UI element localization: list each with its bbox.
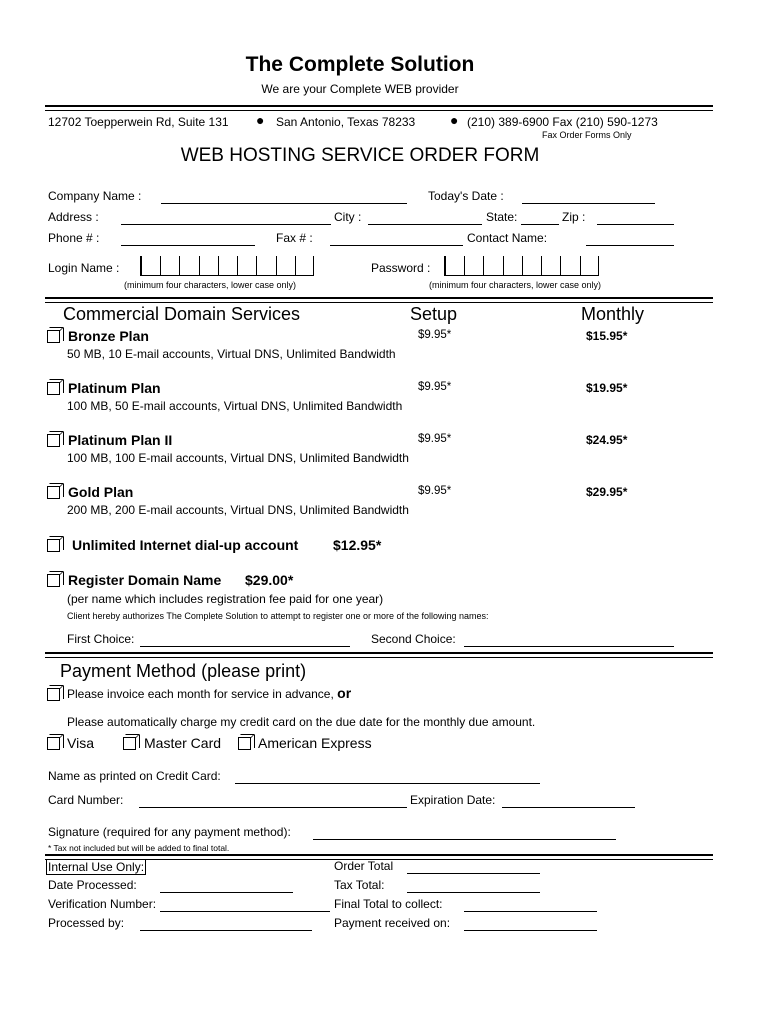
plan-name: Platinum Plan II	[68, 432, 173, 448]
verification-label: Verification Number:	[48, 897, 157, 911]
name-on-card-label: Name as printed on Credit Card:	[48, 769, 221, 783]
header-divider	[45, 105, 713, 111]
login-name-boxes[interactable]	[140, 256, 314, 276]
phone-label: Phone # :	[48, 231, 100, 245]
domain-note: (per name which includes registration fee paid for one year)	[67, 592, 384, 606]
order-total-field[interactable]	[407, 873, 540, 874]
todays-date-label: Today's Date :	[428, 189, 504, 203]
plan-setup: $9.95*	[418, 433, 452, 445]
plan-name: Platinum Plan	[68, 380, 161, 396]
plan-name: Gold Plan	[68, 484, 134, 500]
verification-field[interactable]	[160, 911, 330, 912]
company-name-field[interactable]	[161, 203, 407, 204]
fax-note: Fax Order Forms Only	[542, 130, 632, 140]
visa-checkbox[interactable]	[47, 737, 60, 750]
processed-by-label: Processed by:	[48, 916, 125, 930]
second-choice-label: Second Choice:	[371, 632, 456, 646]
internal-use-label: Internal Use Only:	[48, 860, 145, 874]
plan-monthly: $29.95*	[586, 485, 628, 499]
final-total-label: Final Total to collect:	[334, 897, 443, 911]
services-divider	[45, 297, 713, 303]
company-title: The Complete Solution	[245, 53, 475, 76]
password-boxes[interactable]	[444, 256, 599, 276]
bronze-plan-checkbox[interactable]	[47, 330, 60, 343]
dialup-checkbox[interactable]	[47, 539, 60, 552]
invoice-checkbox[interactable]	[47, 688, 60, 701]
zip-label: Zip :	[562, 210, 586, 224]
signature-label: Signature (required for any payment method):	[48, 825, 291, 839]
contact-name-field[interactable]	[586, 245, 674, 246]
amex-checkbox[interactable]	[238, 737, 251, 750]
todays-date-field[interactable]	[522, 203, 655, 204]
phone-field[interactable]	[121, 245, 255, 246]
platinum-plan-checkbox[interactable]	[47, 382, 60, 395]
register-domain-price: $29.00*	[245, 572, 294, 588]
mastercard-checkbox[interactable]	[123, 737, 136, 750]
city-label: City :	[334, 210, 362, 224]
plan-setup: $9.95*	[418, 381, 452, 393]
name-on-card-field[interactable]	[235, 783, 540, 784]
date-processed-field[interactable]	[160, 892, 293, 893]
login-name-label: Login Name :	[48, 261, 120, 275]
address-text: 12702 Toepperwein Rd, Suite 131	[48, 115, 229, 129]
dialup-price: $12.95*	[333, 537, 382, 553]
state-field[interactable]	[521, 224, 559, 225]
phone-fax-text: (210) 389-6900 Fax (210) 590-1273	[467, 115, 658, 129]
register-domain-label: Register Domain Name	[68, 572, 222, 588]
fax-field[interactable]	[330, 245, 463, 246]
company-name-label: Company Name :	[48, 189, 142, 203]
form-title: WEB HOSTING SERVICE ORDER FORM	[180, 145, 540, 166]
payment-received-field[interactable]	[464, 930, 597, 931]
plan-desc: 200 MB, 200 E-mail accounts, Virtual DNS, Unlimited Bandwidth	[67, 503, 409, 517]
gold-plan-checkbox[interactable]	[47, 486, 60, 499]
monthly-heading: Monthly	[581, 304, 645, 324]
plan-desc: 100 MB, 100 E-mail accounts, Virtual DNS, Unlimited Bandwidth	[67, 451, 409, 465]
password-hint: (minimum four characters, lower case only)	[429, 280, 602, 290]
date-processed-label: Date Processed:	[48, 878, 137, 892]
plan-monthly: $15.95*	[586, 329, 628, 343]
dialup-label: Unlimited Internet dial-up account	[72, 537, 299, 553]
fax-label: Fax # :	[276, 231, 313, 245]
plan-monthly: $24.95*	[586, 433, 628, 447]
processed-by-field[interactable]	[140, 930, 312, 931]
contact-name-label: Contact Name:	[467, 231, 548, 245]
plan-desc: 100 MB, 50 E-mail accounts, Virtual DNS, Unlimited Bandwidth	[67, 399, 403, 413]
plan-setup: $9.95*	[418, 329, 452, 341]
plan-name: Bronze Plan	[68, 328, 149, 344]
order-total-label: Order Total	[334, 859, 394, 873]
first-choice-field[interactable]	[140, 646, 350, 647]
invoice-label	[67, 685, 351, 701]
login-hint: (minimum four characters, lower case only)	[124, 280, 297, 290]
card-number-field[interactable]	[139, 807, 407, 808]
city-text: San Antonio, Texas 78233	[276, 115, 416, 129]
second-choice-field[interactable]	[464, 646, 674, 647]
expiration-field[interactable]	[502, 807, 635, 808]
visa-label: Visa	[67, 735, 94, 751]
autocharge-text: Please automatically charge my credit card on the due date for the monthly due amount.	[67, 715, 536, 729]
mastercard-label: Master Card	[144, 735, 222, 751]
payment-heading: Payment Method (please print)	[60, 661, 307, 681]
expiration-label: Expiration Date:	[410, 793, 496, 807]
plan-monthly: $19.95*	[586, 381, 628, 395]
tax-total-field[interactable]	[407, 892, 540, 893]
plan-desc: 50 MB, 10 E-mail accounts, Virtual DNS, Unlimited Bandwidth	[67, 347, 396, 361]
final-total-field[interactable]	[464, 911, 597, 912]
password-label: Password :	[371, 261, 431, 275]
services-heading: Commercial Domain Services	[63, 304, 301, 324]
payment-received-label: Payment received on:	[334, 916, 451, 930]
bullet-icon: ●	[450, 112, 459, 128]
bullet-icon: ●	[256, 112, 265, 128]
card-number-label: Card Number:	[48, 793, 124, 807]
signature-field[interactable]	[313, 839, 616, 840]
payment-divider	[45, 652, 713, 658]
or-text: or	[337, 685, 352, 701]
zip-field[interactable]	[597, 224, 674, 225]
platinum-plan-ii-checkbox[interactable]	[47, 434, 60, 447]
setup-heading: Setup	[410, 304, 458, 324]
state-label: State:	[486, 210, 518, 224]
tax-note: * Tax not included but will be added to final total.	[48, 843, 230, 853]
domain-auth-text: Client hereby authorizes The Complete Solution to attempt to register one or more of the following names:	[67, 611, 489, 621]
first-choice-label: First Choice:	[67, 632, 135, 646]
plan-setup: $9.95*	[418, 485, 452, 497]
amex-label: American Express	[258, 735, 372, 751]
city-field[interactable]	[368, 224, 482, 225]
tagline: We are your Complete WEB provider	[261, 82, 459, 96]
register-domain-checkbox[interactable]	[47, 574, 60, 587]
address-field[interactable]	[121, 224, 331, 225]
invoice-text: Please invoice each month for service in advance,	[67, 687, 334, 701]
address-label: Address :	[48, 210, 99, 224]
tax-total-label: Tax Total:	[334, 878, 385, 892]
